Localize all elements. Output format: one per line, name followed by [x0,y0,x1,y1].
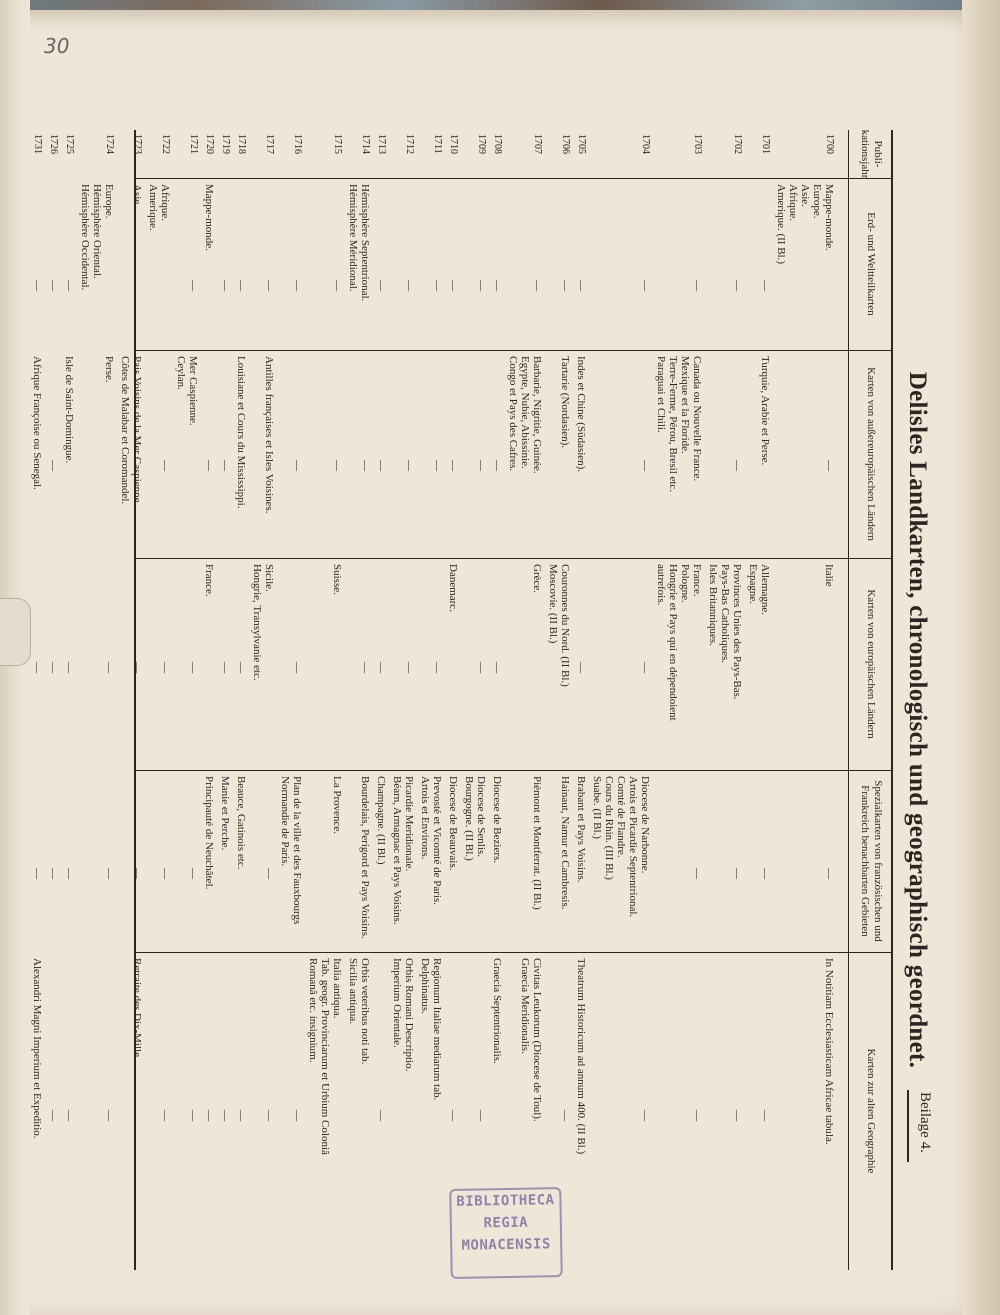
cell-noneuro: — [203,460,215,471]
cell-france: — [131,868,143,879]
cell-world: — [575,280,587,291]
cell-world: — [263,280,275,291]
header-noneuro: Karten von außereuropäischen Ländern [865,367,878,541]
cell-ancient: — [291,1110,303,1121]
cell-world: — [31,280,43,291]
cell-noneuro: — [639,460,651,471]
cell-france: Piémont et Montferrat. (II Bl.) [531,776,543,910]
cell-france: Bourgogne. (II Bl.) [463,776,475,861]
row-year: 1721 [188,134,199,154]
cell-ancient: — [203,1110,215,1121]
cell-euro: Grèce. [531,564,543,594]
cell-ancient: Imperium Orientale. [391,958,403,1048]
cell-world: — [531,280,543,291]
cell-euro: — [103,662,115,673]
cell-france: Hainaut, Namur et Cambresis. [559,776,571,910]
cell-ancient: Graecia Septentrionalis. [491,958,503,1064]
library-stamp [449,1187,563,1279]
header-france: Spezialkarten von französischen und Frankreich benachbarten Gebieten [859,780,884,942]
cell-euro: — [159,662,171,673]
cell-france: Diocese de Beauvais. [447,776,459,871]
cell-euro: — [475,662,487,673]
cell-world: Asie. [799,184,811,207]
cell-france: — [731,868,743,879]
cell-euro: — [131,662,143,673]
cell-ancient: — [639,1110,651,1121]
cell-world: — [235,280,247,291]
cell-euro: Danemarc. [447,564,459,612]
cell-noneuro: — [475,460,487,471]
cell-world: — [291,280,303,291]
cell-ancient: — [759,1110,771,1121]
header-euro: Karten von europäischen Ländern [865,589,878,739]
cell-noneuro: Louisiane et Cours du Mississippi. [235,356,247,509]
cell-euro: Hongrie, Transylvanie etc. [251,564,263,681]
cell-ancient: Regionum Italiae mediarum tab. [431,958,443,1101]
cell-world: — [47,280,59,291]
cell-euro: Pays-Bas Catholiques. [719,564,731,663]
cell-ancient: — [559,1110,571,1121]
row-year: 1709 [476,134,487,154]
cell-euro: Italie [823,564,835,587]
cell-euro: — [47,662,59,673]
cell-euro: — [431,662,443,673]
cell-world: — [691,280,703,291]
cell-world: Hémisphère Septentrional. [359,184,371,302]
cell-noneuro: Isle de Saint-Domingue. [63,356,75,464]
cell-france: Artois et Environs. [419,776,431,860]
table-bottom-rule [134,130,136,1270]
cell-world: — [475,280,487,291]
stamp-line: REGIA [483,1214,529,1232]
cell-euro: autrefois. [655,564,667,606]
cell-noneuro: — [447,460,459,471]
cell-ancient: — [375,1110,387,1121]
row-year: 1720 [204,134,215,154]
row-year: 1706 [560,134,571,154]
row-year: 1719 [220,134,231,154]
row-year: 1703 [692,134,703,154]
cell-noneuro: — [291,460,303,471]
cell-noneuro: Tartarie (Nordasien). [559,356,571,449]
row-year: 1715 [332,134,343,154]
cell-france: Bourdelais, Perigord et Pays Voisins. [359,776,371,939]
row-year: 1713 [376,134,387,154]
cell-france: — [31,868,43,879]
cell-world: — [187,280,199,291]
cell-ancient: — [187,1110,199,1121]
cell-france: Diocese de Senlis. [475,776,487,857]
cell-euro: Pologne. [679,564,691,603]
column-divider [135,350,893,351]
cell-world: — [431,280,443,291]
cell-world: — [559,280,571,291]
cell-noneuro: Côtes de Malabar et Coromandel. [119,356,131,505]
cell-euro: — [219,662,231,673]
row-year: 1731 [32,134,43,154]
cell-france: — [263,868,275,879]
header-world: Erd- und Weltteilkarten [865,212,878,316]
row-year: 1708 [492,134,503,154]
cell-france: — [103,868,115,879]
cell-euro: — [639,662,651,673]
cell-ancient: — [103,1110,115,1121]
cell-france: — [187,868,199,879]
cell-ancient: Orbis Romani Descriptio. [403,958,415,1072]
cell-euro: — [491,662,503,673]
cell-euro: — [575,662,587,673]
cell-world: — [759,280,771,291]
cell-france: Principauté de Neuchâtel. [203,776,215,890]
appendix-underline [907,1090,909,1162]
page-title: Delisles Landkarten, chronologisch und geographisch geordnet. [904,371,931,1069]
row-year: 1718 [236,134,247,154]
cell-noneuro: — [47,460,59,471]
cell-world: Hémisphère Oriental. [91,184,103,279]
row-year: 1710 [448,134,459,154]
cell-france: — [759,868,771,879]
header-bottom-rule [848,130,849,1270]
cell-euro: — [291,662,303,673]
cell-noneuro: Paraguai et Chili. [655,356,667,433]
cell-france: Beauce, Gatinois etc. [235,776,247,870]
cell-ancient: Civitas Leukorum (Diocese de Toul). [531,958,543,1122]
cell-noneuro: — [823,460,835,471]
page-number: 30 [44,34,70,58]
cell-ancient: — [447,1110,459,1121]
cell-euro: Hongrie et Pays qui en dépendoient [667,564,679,721]
cell-noneuro: Mer Caspienne. [187,356,199,426]
row-year: 1704 [640,134,651,154]
cell-france: Manie et Perche. [219,776,231,851]
cell-noneuro: Ceylan. [175,356,187,390]
cell-noneuro: Indes et Chine (Südasien). [575,356,587,473]
cell-france: Picardie Meridionale. [403,776,415,872]
cell-ancient: — [691,1110,703,1121]
row-year: 1702 [732,134,743,154]
cell-noneuro: Congo et Pays des Cafres. [507,356,519,472]
cell-euro: Suisse. [331,564,343,595]
cell-france: Suabe. (II Bl.) [591,776,603,839]
cell-france: Cours du Rhin. (III Bl.) [603,776,615,880]
cell-world: Afrique. [159,184,171,221]
cell-euro: Sicile. [263,564,275,592]
cell-world: — [639,280,651,291]
column-divider [135,770,893,771]
cell-world: Amerique. [147,184,159,231]
cell-world: — [219,280,231,291]
cell-world: — [731,280,743,291]
cell-noneuro: — [219,460,231,471]
page-right-edge [962,0,1000,1315]
cell-noneuro: — [159,460,171,471]
cell-noneuro: Afrique Françoise ou Senegal. [31,356,43,490]
cell-world: — [447,280,459,291]
table-top-rule [891,130,893,1270]
cell-noneuro: Mexique et la Floride. [679,356,691,454]
cell-noneuro: — [359,460,371,471]
cell-euro: — [187,662,199,673]
row-year: 1707 [532,134,543,154]
cell-noneuro: — [375,460,387,471]
row-year: 1726 [48,134,59,154]
cell-world: Europe. [103,184,115,219]
cell-noneuro: Egypte, Nubie, Abissinie. [519,356,531,469]
cell-ancient: Retraite des Dix-Mille. [131,958,143,1060]
column-divider [135,952,893,953]
row-year: 1712 [404,134,415,154]
cell-noneuro: Terre-Ferme, Pérou, Bresil etc. [667,356,679,493]
cell-ancient: — [263,1110,275,1121]
cell-world: Europe. [811,184,823,219]
cell-world: — [331,280,343,291]
cell-euro: Isles Britanniques. [707,564,719,646]
cell-euro: France. [203,564,215,597]
cell-ancient: Romanâ etc. insignium. [307,958,319,1063]
row-year: 1711 [432,134,443,154]
cell-world: Afrique. [787,184,799,221]
rotated-table-sheet [31,129,935,1270]
page-tab [0,598,31,666]
cell-france: La Provence. [331,776,343,835]
cell-ancient: Graecia Meridionalis. [519,958,531,1054]
cell-world: — [63,280,75,291]
cell-euro: — [359,662,371,673]
cell-noneuro: Barbarie, Nigritie, Guinée. [531,356,543,474]
cell-noneuro: — [431,460,443,471]
row-year: 1714 [360,134,371,154]
stamp-line: MONACENSIS [461,1236,551,1254]
cell-euro: — [375,662,387,673]
cell-france: Comté de Flandre. [615,776,627,858]
cell-ancient: — [475,1110,487,1121]
cell-world: Asie. [131,184,143,207]
row-year: 1701 [760,134,771,154]
cell-france: Plan de la ville et des Fauxbourgs [291,776,303,925]
cell-france: Diocese de Beziers. [491,776,503,864]
cell-noneuro: Canada ou Nouvelle France. [691,356,703,482]
cell-euro: Allemagne. [759,564,771,616]
cell-euro: — [31,662,43,673]
cell-euro: — [403,662,415,673]
row-year: 1724 [104,134,115,154]
cell-euro: — [235,662,247,673]
cell-noneuro: — [331,460,343,471]
cell-euro: Espagne. [747,564,759,605]
row-year: 1723 [132,134,143,154]
cell-noneuro: Pais Voisins de la Mer Caspienne. [131,356,143,506]
cell-noneuro: — [491,460,503,471]
cell-france: Brabant et Pays Voisins. [575,776,587,883]
cell-ancient: Orbis veteribus noti tab. [359,958,371,1065]
cell-ancient: Theatrum Historicum ad annum 400. (II Bl.) [575,958,587,1155]
cell-france: — [823,868,835,879]
cell-world: — [403,280,415,291]
row-year: 1700 [824,134,835,154]
cell-ancient: Tab. geogr. Provinciarum et Urbium Coloniâ [319,958,331,1155]
header-ancient: Karten zur alten Geographie [865,1048,878,1174]
cell-world: Mappe-monde. [823,184,835,251]
cell-world: — [491,280,503,291]
column-divider [135,558,893,559]
cell-noneuro: Turquie, Arabie et Perse. [759,356,771,466]
cell-ancient: In Notitiam Ecclesiasticam Africae tabula. [823,958,835,1145]
cell-world: Hémisphère Méridional. [347,184,359,292]
cell-france: Normandie de Paris. [279,776,291,867]
cell-ancient: — [47,1110,59,1121]
map-table [31,129,893,1270]
row-year: 1717 [264,134,275,154]
header-year: Publi- kationsjahr [859,129,884,179]
cell-france: — [47,868,59,879]
cell-ancient: Sicilia antiqua. [347,958,359,1024]
cell-france: Artois et Picardie Septentrional. [627,776,639,918]
cell-euro: — [63,662,75,673]
cell-world: Amerique. (II Bl.) [775,184,787,265]
cell-ancient: Alexandri Magni Imperium et Expeditio. [31,958,43,1139]
cell-noneuro: — [403,460,415,471]
cell-ancient: — [63,1110,75,1121]
row-year: 1705 [576,134,587,154]
cell-ancient: Delphinatus. [419,958,431,1014]
cell-france: — [63,868,75,879]
cell-world: Mappe-monde. [203,184,215,251]
stamp-line: BIBLIOTHECA [456,1192,555,1210]
cell-france: — [691,868,703,879]
cell-france: Champagne. (II Bl.) [375,776,387,865]
cell-world: — [375,280,387,291]
cell-euro: France. [691,564,703,597]
row-year: 1722 [160,134,171,154]
cell-euro: Provinces Unies des Pays-Bas. [731,564,743,700]
cell-euro: Moscovie. (II Bl.) [547,564,559,644]
cell-ancient: Italia antiqua. [331,958,343,1019]
cell-france: Prevosté et Vicomté de Paris. [431,776,443,905]
cell-france: — [159,868,171,879]
cell-world: Hémisphère Occidental. [79,184,91,291]
cell-france: Diocese de Narbonne. [639,776,651,874]
cell-ancient: — [731,1110,743,1121]
column-divider [135,178,893,179]
cell-noneuro: Perse. [103,356,115,383]
row-year: 1725 [64,134,75,154]
cell-ancient: — [159,1110,171,1121]
cell-france: Béarn, Armagnac et Pays Voisins. [391,776,403,925]
cell-noneuro: — [731,460,743,471]
cell-noneuro: Antilles françaises et Isles Voisines. [263,356,275,514]
cell-euro: Couronnes du Nord. (II Bl.) [559,564,571,687]
cell-ancient: — [235,1110,247,1121]
row-year: 1716 [292,134,303,154]
cell-ancient: — [219,1110,231,1121]
appendix-label: Beilage 4. [917,1092,933,1153]
